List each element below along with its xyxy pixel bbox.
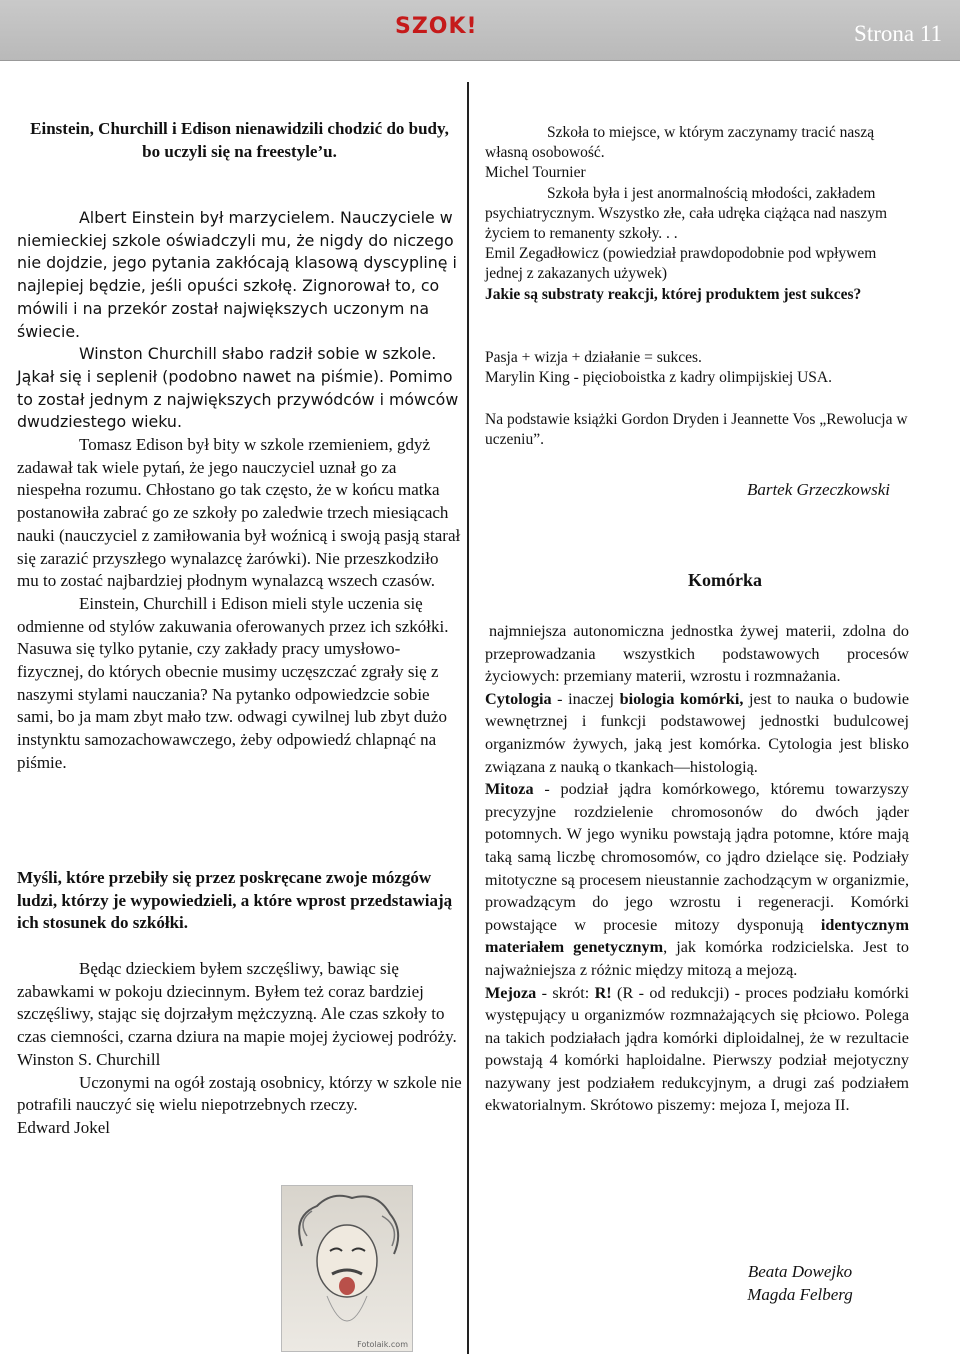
cytologia-term-2: biologia komórki, <box>619 689 744 708</box>
mitoza-text-2: , jak komórka rodzicielska. Jest to najważniejsza z różnic między mitozą a mejozą. <box>485 938 909 979</box>
mejoza-text-1: - skrót: <box>536 983 595 1002</box>
source-note: Na podstawie książki Gordon Dryden i Jeannette Vos „Rewolucja w uczeniu”. <box>485 411 908 449</box>
left-column <box>17 118 462 163</box>
quote-churchill: Będąc dzieckiem byłem szczęśliwy, bawiąc się zabawkami w pokoju dziecinnym. Byłem też coraz bardziej szczęśliwy, stając się dojrzałym mężczyzną. Ale czas szkoły to czas ciemności, czarna dziura na mapie mojej życiowej podróży. <box>17 959 457 1047</box>
komorka-article <box>485 620 909 1117</box>
quotes-heading: Myśli, które przebiły się przez poskręcane zwoje mózgów ludzi, którzy je wypowiedzieli, a które wprost przedstawiają ich stosunek do szkółki. <box>17 868 453 933</box>
quote-zegadlowicz: Szkoła była i jest anormalnością młodości, zakładem psychiatrycznym. Wszystko złe, cała udręka ciążąca nad naszym życiem to remanenty szkoły. . . <box>485 184 888 243</box>
einstein-caricature-image <box>281 1185 413 1352</box>
quote-king-author: Marylin King - pięcioboistka z kadry olimpijskiej USA. <box>485 369 832 387</box>
quotes-heading-box <box>17 867 462 935</box>
cytologia-text-2: jest to nauka o budowie wewnętrznej i funkcji podstawowej jednostki budulcowej organizmów żywych, jaką jest komórka. Cytologia jest blisko związana z nauką o tkankach—histologią. <box>485 689 910 776</box>
paragraph-styles: Einstein, Churchill i Edison mieli style uczenia się odmienne od stylów zakuwania oferowanych przez ich szkółki. Nasuwa się tylko pytanie, czy zakłady pracy umysłowo-fizycznej, do których obecnie musimy uczęszczać zgrały się z naszymi stylami nauczania? Na pytanko odpowiedzcie sobie sami, bo ja mam zbyt mało tzw. odwagi cywilnej lub zbyt dużo instynktu samozachowawczego, żeby odpowiedź chlapnąć na piśmie. <box>17 593 449 772</box>
quote-king: Pasja + wizja + działanie = sukces. <box>485 349 702 366</box>
mejoza-paragraph <box>485 982 909 1118</box>
page-number: Strona 11 <box>854 21 942 46</box>
cytologia-term: Cytologia <box>485 689 552 708</box>
page-header <box>0 0 960 61</box>
quote-jokel-author: Edward Jokel <box>17 1117 111 1137</box>
mitoza-text-1: - podział jądra komórkowego, któremu towarzyszy precyzyjne rozdzielenie chromosonów do dwóch jąder potomnych. W jego wyniku powstają jądra potomne, które mają taką samą liczbę chromosomów, co jądro dzielące się. Podziały mitotyczne są procesem nieustannie zachodzącym w organizmie, prowadzącym do jego wzrostu i regeneracji. Komórki powstające w procesie mitozy dysponują <box>485 780 909 934</box>
success-formula <box>485 348 910 388</box>
mitoza-term-2: identycznym materiałem genetycznym <box>485 915 909 957</box>
komorka-heading-box <box>485 570 960 590</box>
author-felberg: Magda Felberg <box>747 1285 853 1304</box>
mitoza-term: Mitoza <box>485 780 534 799</box>
cytologia-text-1: - inaczej <box>551 689 620 708</box>
paragraph-einstein: Albert Einstein był marzycielem. Nauczyciele w niemieckiej szkole oświadczyli mu, że nigdy do niczego nie dojdzie, jego pytania zakłócają klasową dyscyplinę i najlepiej będzie, jeśli opuści szkołę. Zignorował to, co mówili i na przekór został największych uczonym na świecie. <box>17 208 457 341</box>
right-quotes <box>485 123 910 305</box>
article-title: Einstein, Churchill i Edison nienawidzili chodzić do budy, <box>30 119 449 138</box>
paragraph-churchill: Winston Churchill słabo radził sobie w szkole. Jąkał się i seplenił (podobno nawet na piśmie). Pomimo to został jednym z największych przywódców i mówców dwudziestego wieku. <box>17 344 459 432</box>
quote-churchill-author: Winston S. Churchill <box>17 1049 161 1069</box>
einstein-drawing <box>282 1186 412 1351</box>
column-divider <box>467 82 469 1354</box>
article-subtitle: bo uczyli się na freestyle’u. <box>142 141 337 161</box>
author-dowejko: Beata Dowejko <box>747 1262 853 1281</box>
author-grzeczkowski: Bartek Grzeczkowski <box>746 480 890 499</box>
author-box-1 <box>485 480 905 500</box>
quote-zegadlowicz-author: Emil Zegadłowicz (powiedział prawdopodobnie pod wpływem jednej z zakazanych używek) <box>485 245 877 283</box>
quote-tournier: Szkoła to miejsce, w którym zaczynamy tracić naszą własną osobowość. <box>485 124 875 162</box>
question-success: Jakie są substraty reakcji, której produktem jest sukces? <box>485 285 862 303</box>
image-caption: Fotolaik.com <box>357 1340 408 1349</box>
quote-jokel: Uczonymi na ogół zostają osobnicy, którzy w szkole nie potrafili nauczyć się wielu niepotrzebnych rzeczy. <box>17 1072 462 1115</box>
mejoza-term-2: R! <box>594 983 612 1002</box>
quote-tournier-author: Michel Tournier <box>485 164 586 182</box>
mejoza-text-2: (R - od redukcji) - proces podziału komórki występujący u organizmów rozmnażających się płciowo. Polega na takich podziałach jądra komórki diploidalnej, że w rezultacie powstają 4 komórki haploidalne. Pierwszy podział mejotyczny nazywany jest podziałem redukcyjnym, a drugi zaś podziałem ekwatorialnym. Skrótowo piszemy: mejoza I, mejoza II. <box>485 983 909 1115</box>
author-box-2 <box>700 1260 900 1306</box>
article-body <box>17 207 462 775</box>
source-note-box <box>485 410 910 450</box>
mejoza-term: Mejoza <box>485 983 537 1002</box>
komorka-definition: najmniejsza autonomiczna jednostka żywej materii, zdolna do przeprowadzania wszystkich podstawowych procesów życiowych: przemiany materii, wzrostu i rozmnażania. <box>485 622 909 686</box>
mitoza-paragraph <box>485 778 909 981</box>
komorka-title: Komórka <box>688 570 762 590</box>
magazine-logo: SZOK! <box>395 14 478 39</box>
cytologia-paragraph <box>485 688 909 778</box>
paragraph-edison: Tomasz Edison był bity w szkole rzemieniem, gdyż zadawał tak wiele pytań, że jego nauczyciel uznał go za niespełna rozumu. Chłostano go tak często, że w końcu matka postanowiła zabrać go ze szkoły po zaledwie trzech miesiącach nauki (nauczyciel z zamiłowania był woźnicą i swoją pasją starał się zarazić przyszłego wynalazcę żarówki). Nie przeszkodziło mu to zostać najbardziej płodnym wynalazcą wszech czasów. <box>17 435 461 591</box>
quotes-left <box>17 958 462 1140</box>
